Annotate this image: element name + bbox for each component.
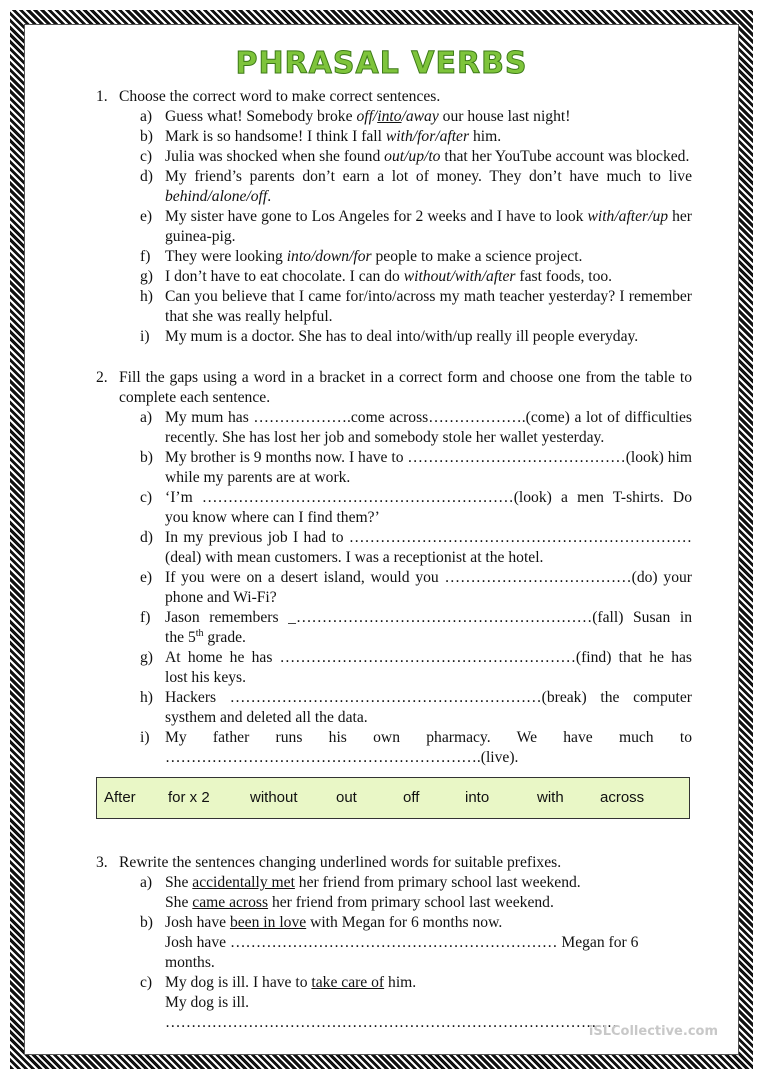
item-letter: b)	[140, 449, 153, 466]
underlined-phrase: take care of	[311, 974, 385, 991]
item-text: My sister have gone to Los Angeles for 2 weeks and I have to look	[165, 208, 588, 225]
answer-text: She	[165, 894, 193, 911]
exercise-item	[96, 608, 692, 648]
item-letter: a)	[140, 874, 153, 891]
item-text: My mum has ……………….come across……………….(come) a lot of difficulties recently. She has lost her job and somebody stole her wallet yesterday.	[165, 409, 692, 446]
item-text: Can you believe that I came for/into/across my math teacher yesterday? I remember that she was really helpful.	[165, 288, 692, 325]
item-options: into/down/for	[286, 248, 372, 265]
item-letter: e)	[140, 208, 153, 225]
exercise-item	[96, 648, 692, 688]
item-text: ‘I’m ……………………………………………………(look) a men T-shirts. Do you know where can I find them?’	[165, 489, 692, 526]
item-options: with/for/after	[385, 128, 470, 145]
exercise-item	[96, 247, 692, 267]
underlined-phrase: accidentally met	[192, 874, 295, 891]
word-option: out	[336, 789, 357, 806]
item-letter: i)	[140, 328, 150, 345]
exercise-item	[96, 568, 692, 608]
word-option: for x 2	[168, 789, 210, 806]
item-text-end: .	[267, 188, 272, 205]
exercise-item	[96, 728, 692, 768]
exercise-item	[96, 873, 692, 913]
exercise-item	[96, 287, 692, 327]
word-option: with	[537, 789, 564, 806]
item-letter: h)	[140, 288, 153, 305]
answer-line	[165, 933, 692, 973]
exercise-item	[96, 327, 692, 347]
exercise-number: 1.	[96, 88, 108, 105]
item-line	[165, 873, 692, 893]
exercise-instruction: Choose the correct word to make correct sentences.	[119, 88, 441, 105]
exercise-2	[96, 368, 692, 768]
exercise-item	[96, 408, 692, 448]
page-title: PHRASAL VERBS	[235, 46, 528, 81]
item-text: In my previous job I had to …………………………………………………………(deal) with mean customers. I was a receptionist at the hotel.	[165, 529, 692, 566]
item-letter: b)	[140, 128, 153, 145]
word-option: across	[600, 789, 645, 806]
answer-text: My dog is ill. ……………………………………………………………………………	[165, 994, 618, 1031]
item-text: She	[165, 874, 193, 891]
exercise-item	[96, 528, 692, 568]
item-text: My friend’s parents don’t earn a lot of money. They don’t have much to live	[165, 168, 692, 185]
watermark-credit: iSLCollective.com	[588, 1024, 718, 1039]
item-letter: f)	[140, 609, 151, 626]
item-letter: i)	[140, 729, 150, 746]
item-text-end: with Megan for 6 months now.	[306, 914, 503, 931]
exercise-item	[96, 127, 692, 147]
item-letter: c)	[140, 148, 153, 165]
item-text-end: him.	[384, 974, 417, 991]
item-options: with/after/up	[587, 208, 669, 225]
exercise-3	[96, 853, 692, 1033]
item-letter: g)	[140, 649, 153, 666]
item-text: I don’t have to eat chocolate. I can do	[165, 268, 404, 285]
exercise-instruction: Rewrite the sentences changing underlined words for suitable prefixes.	[119, 854, 562, 871]
item-line	[165, 973, 692, 993]
word-option: off	[403, 789, 420, 806]
item-letter: c)	[140, 974, 153, 991]
exercise-item	[96, 913, 692, 973]
item-options: without/with/after	[403, 268, 516, 285]
item-letter: c)	[140, 489, 153, 506]
item-text-end: grade.	[203, 629, 246, 646]
item-text: My dog is ill. I have to	[165, 974, 312, 991]
item-text-end: people to make a science project.	[371, 248, 583, 265]
item-text: Julia was shocked when she found	[165, 148, 385, 165]
item-text-end: our house last night!	[438, 108, 571, 125]
exercise-item	[96, 167, 692, 207]
item-options: out/up/to	[384, 148, 441, 165]
exercise-item	[96, 147, 692, 167]
exercise-items	[96, 107, 692, 347]
underlined-option: into	[377, 108, 402, 125]
item-text-end: him.	[469, 128, 502, 145]
item-options: behind/alone/off	[165, 188, 268, 205]
item-text: They were looking	[165, 248, 287, 265]
answer-text-end: her friend from primary school last weekend.	[268, 894, 554, 911]
item-text: My father runs his own pharmacy. We have much to …………………………………………………….(live).	[165, 729, 692, 766]
item-letter: h)	[140, 689, 153, 706]
item-letter: d)	[140, 168, 153, 185]
underlined-phrase: came across	[192, 894, 269, 911]
answer-line	[165, 893, 692, 913]
word-list	[104, 789, 684, 811]
exercise-items	[96, 408, 692, 768]
exercise-item	[96, 107, 692, 127]
item-letter: a)	[140, 409, 153, 426]
item-line	[165, 913, 692, 933]
item-text: If you were on a desert island, would you ………………………………(do) your phone and Wi-Fi?	[165, 569, 692, 606]
item-text: My brother is 9 months now. I have to ……………………………………(look) him while my parents are at work.	[165, 449, 692, 486]
item-text-end: fast foods, too.	[515, 268, 613, 285]
item-text-end: that her YouTube account was blocked.	[440, 148, 690, 165]
item-text: Guess what! Somebody broke	[165, 108, 357, 125]
exercise-item	[96, 267, 692, 287]
exercise-item	[96, 207, 692, 247]
item-letter: e)	[140, 569, 153, 586]
item-text-end: her guinea-pig.	[165, 208, 692, 245]
exercise-number: 2.	[96, 369, 108, 386]
item-letter: a)	[140, 108, 153, 125]
item-letter: d)	[140, 529, 153, 546]
item-text: Josh have	[165, 914, 230, 931]
item-letter: f)	[140, 248, 151, 265]
item-letter: g)	[140, 268, 153, 285]
item-text: Jason remembers _…………………………………………………(fall) Susan in the 5	[165, 609, 692, 646]
exercise-items	[96, 873, 692, 1033]
word-option: into	[465, 789, 490, 806]
exercise-item	[96, 488, 692, 528]
item-text: Mark is so handsome! I think I fall	[165, 128, 386, 145]
word-option: After	[104, 789, 136, 806]
exercise-instruction: Fill the gaps using a word in a bracket in a correct form and choose one from the table to complete each sentence.	[119, 369, 692, 406]
superscript: th	[195, 627, 204, 639]
underlined-phrase: been in love	[229, 914, 307, 931]
answer-text: Josh have ……………………………………………………… Megan for 6 months.	[165, 934, 639, 971]
exercise-number: 3.	[96, 854, 108, 871]
word-option: without	[250, 789, 298, 806]
exercise-1	[96, 87, 692, 347]
item-text-end: her friend from primary school last weekend.	[294, 874, 581, 891]
item-letter: b)	[140, 914, 153, 931]
item-options: off/into/away	[356, 108, 439, 125]
item-text: Hackers ……………………………………………………(break) the computer systhem and deleted all the data.	[165, 689, 692, 726]
item-text: My mum is a doctor. She has to deal into/with/up really ill people everyday.	[165, 328, 639, 345]
item-text: At home he has …………………………………………………(find) that he has lost his keys.	[165, 649, 692, 686]
exercise-item	[96, 448, 692, 488]
exercise-item	[96, 688, 692, 728]
